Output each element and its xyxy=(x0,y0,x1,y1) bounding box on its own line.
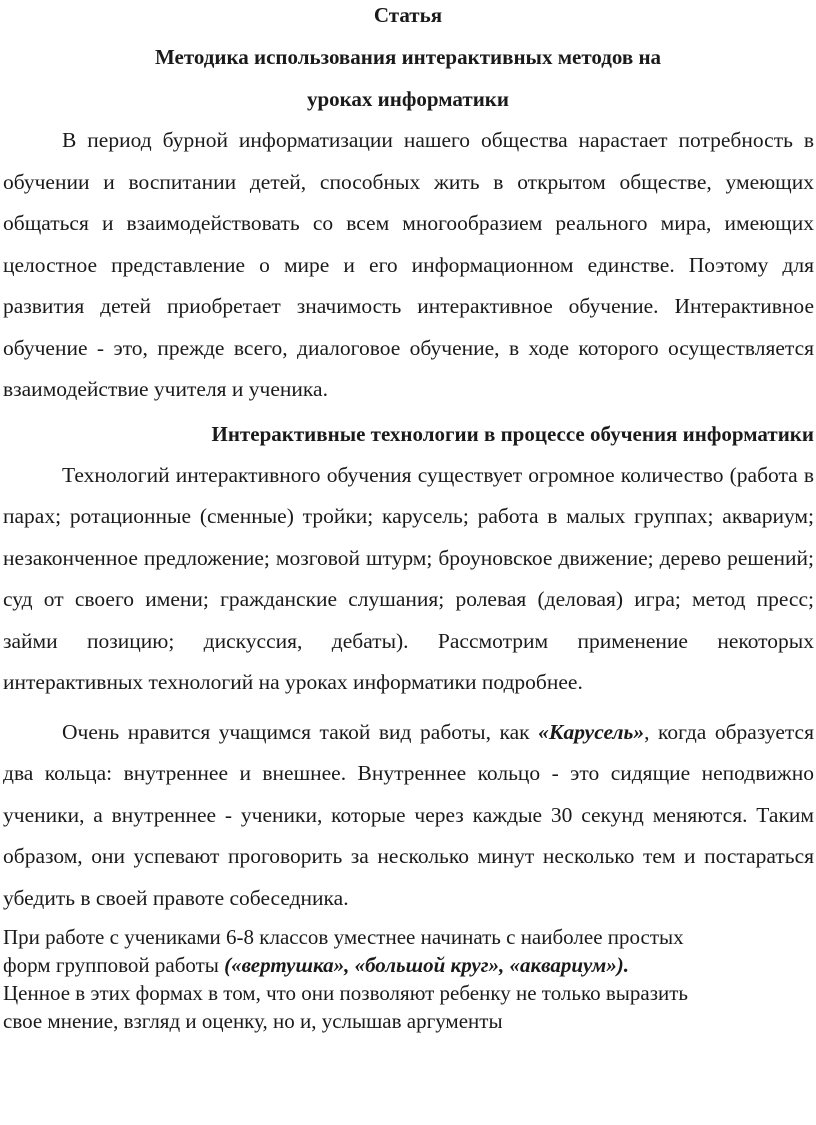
section-heading: Интерактивные технологии в процессе обучения информатики xyxy=(211,421,814,446)
paragraph-carousel-after: , когда образуется два кольца: внутреннее и внешнее. Внутреннее кольцо - это сидящие неподвижно ученики, а внутреннее - ученики, которые через каждые 30 секунд меняются. Таким образом, они успевают проговорить за несколько минут несколько тем и постараться убедить в своей правоте собеседника. xyxy=(3,719,814,910)
paragraph-intro: В период бурной информатизации нашего общества нарастает потребность в обучении и воспитании детей, способных жить в открытом обществе, умеющих общаться и взаимодействовать со всем многообразием реального мира, имеющих целостное представление о мире и его информационном единстве. Поэтому для развития детей приобретает значимость интерактивное обучение. Интерактивное обучение - это, прежде всего, диалоговое обучение, в ходе которого осуществляется взаимодействие учителя и ученика. xyxy=(3,128,814,401)
document-label: Статья xyxy=(373,3,443,27)
paragraph-carousel xyxy=(3,712,814,920)
title-line-2: уроках информатики xyxy=(306,87,510,111)
paragraph-groups-line-2 xyxy=(3,953,806,977)
paragraph-groups-line-1: При работе с учениками 6-8 классов уместнее начинать с наиболее простых xyxy=(3,925,684,949)
paragraph-groups-line-4: свое мнение, взгляд и оценку, но и, услышав аргументы xyxy=(3,1009,503,1033)
carousel-term: «Карусель» xyxy=(538,719,645,744)
paragraph-technologies: Технологий интерактивного обучения существует огромное количество (работа в парах; ротационные (сменные) тройки; карусель; работа в малых группах; аквариум; незаконченное предложение; мозговой штурм; броуновское движение; дерево решений; суд от своего имени; гражданские слушания; ролевая (деловая) игра; метод пресс; займи позицию; дискуссия, дебаты). Рассмотрим применение некоторых интерактивных технологий на уроках информатики подробнее. xyxy=(3,462,814,694)
group-forms-term: («вертушка», «большой круг», «аквариум»). xyxy=(224,953,629,977)
paragraph-groups-line-2-before: форм групповой работы xyxy=(3,953,225,977)
title-line-1: Методика использования интерактивных методов на xyxy=(154,45,662,69)
paragraph-carousel-before: Очень нравится учащимся такой вид работы, как xyxy=(62,719,539,744)
paragraph-groups-line-3: Ценное в этих формах в том, что они позволяют ребенку не только выразить xyxy=(3,981,688,1005)
